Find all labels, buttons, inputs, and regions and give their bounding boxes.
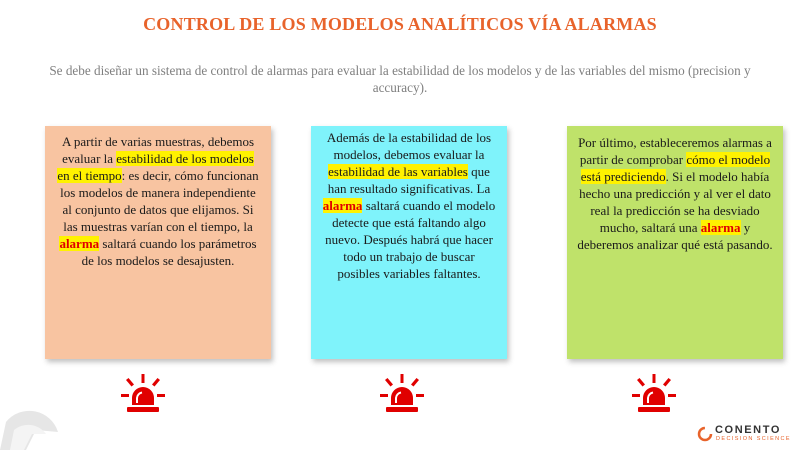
card-highlight: estabilidad de las variables: [328, 164, 468, 179]
card-text: y deberemos analizar qué está pasando.: [577, 220, 773, 252]
card-prediction-check: [567, 126, 783, 359]
card-text: saltará cuando el modelo detecte que está faltando algo nuevo. Después habrá que hacer todo un trabajo de buscar posibles variables faltantes.: [325, 198, 496, 281]
alarm-light-icon: [380, 372, 424, 416]
card-text: : es decir, cómo funcionan los modelos de manera independiente al conjunto de datos que elijamos. Si las muestras varían con el tiempo, la: [60, 168, 259, 234]
alarm-light-icon: [632, 372, 676, 416]
card-highlight: estabilidad de los modelos en el tiempo: [57, 151, 254, 183]
card-highlight: cómo el modelo está prediciendo: [580, 152, 771, 184]
logo-name: CONENTO: [715, 424, 782, 436]
card-text: que han resultado significativas. La: [327, 164, 491, 196]
card-alarm-word: alarma: [322, 198, 363, 213]
card-text: A partir de varias muestras, debemos evaluar la: [61, 134, 255, 166]
card-text: Además de la estabilidad de los modelos, debemos evaluar la: [326, 130, 492, 162]
card-text: . Si el modelo había hecho una predicción y al ver el dato real la predicción se ha desviado mucho, saltará una: [579, 169, 771, 235]
page-title: CONTROL DE LOS MODELOS ANALÍTICOS VÍA ALARMAS: [143, 14, 657, 34]
card-alarm-word: alarma: [59, 236, 100, 251]
card-text: saltará cuando los parámetros de los modelos se desajusten.: [81, 236, 257, 268]
conento-logo-icon: [697, 426, 713, 442]
logo-tagline: DECISION SCIENCE: [716, 436, 791, 442]
page-subtitle: Se debe diseñar un sistema de control de alarmas para evaluar la estabilidad de los modelos y de las variables del mismo (precision y accuracy).: [49, 63, 751, 95]
card-text: Por último, estableceremos alarmas a partir de comprobar: [578, 135, 772, 167]
card-alarm-word: alarma: [700, 220, 741, 235]
card-model-stability: [45, 126, 271, 359]
alarm-light-icon: [121, 372, 165, 416]
decorative-arrow-icon: [0, 392, 66, 452]
conento-logo: [697, 424, 789, 446]
card-variable-stability: [311, 126, 507, 359]
